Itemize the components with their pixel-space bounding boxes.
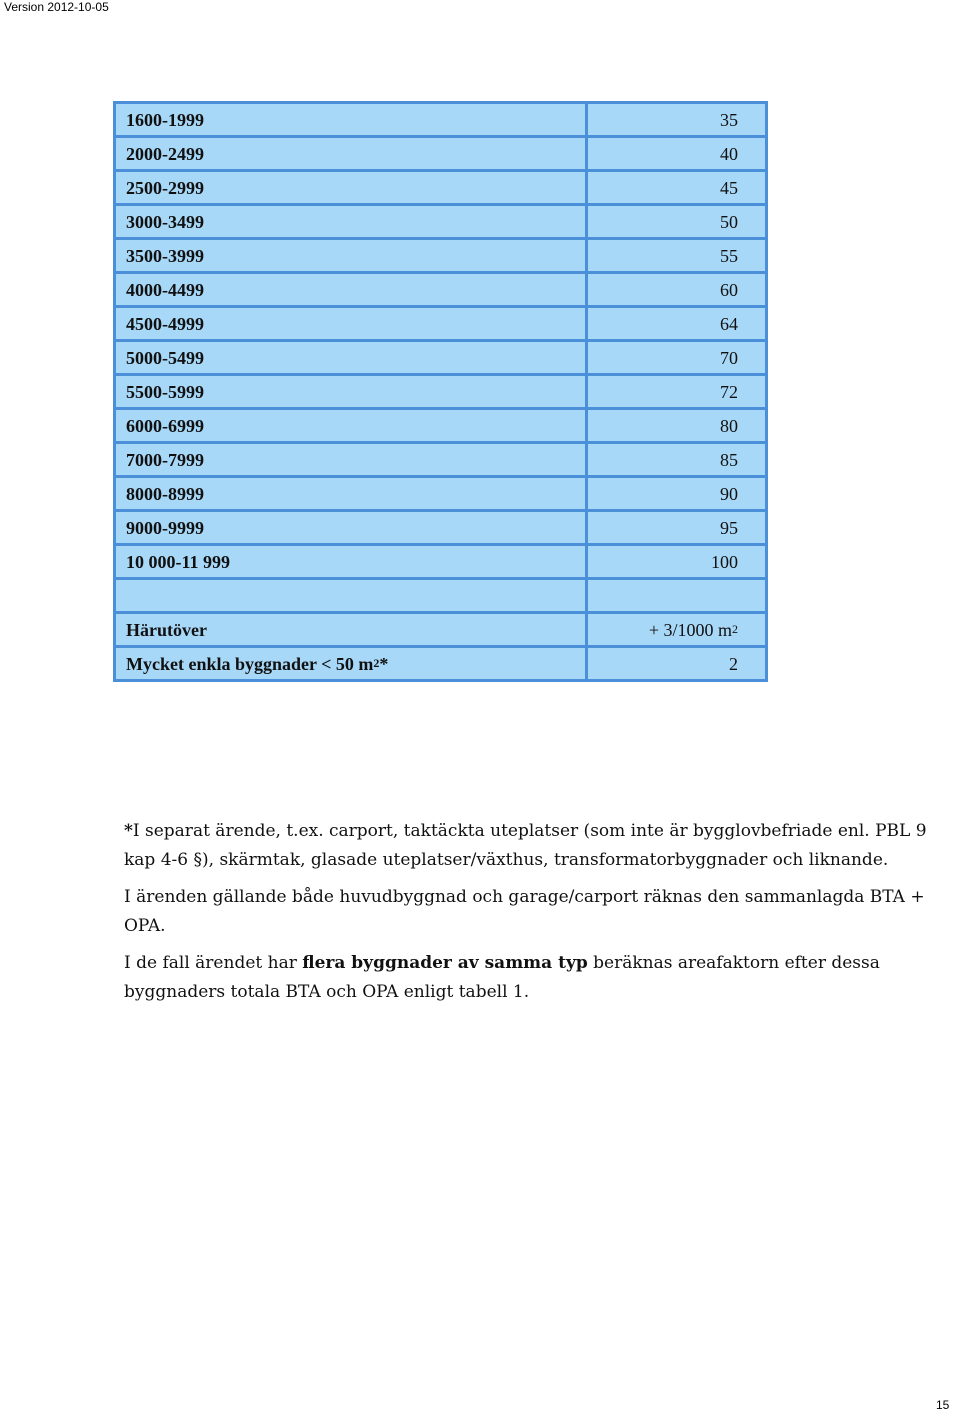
area-range-cell: 7000-7999 <box>115 443 587 477</box>
area-factor-cell: 45 <box>587 171 767 205</box>
area-factor-cell: 55 <box>587 239 767 273</box>
area-range-cell: 5500-5999 <box>115 375 587 409</box>
table-row <box>115 103 767 137</box>
empty-row <box>115 579 767 613</box>
area-factor-cell: 72 <box>587 375 767 409</box>
version-label: Version 2012-10-05 <box>4 0 109 14</box>
note-main-building: I ärenden gällande både huvudbyggnad och garage/carport räknas den sammanlagda BTA + OPA. <box>124 887 925 936</box>
table-row <box>115 171 767 205</box>
area-range-cell: 6000-6999 <box>115 409 587 443</box>
note-multiple-bold: flera byggnader av samma typ <box>302 953 588 973</box>
area-range-cell: 4000-4499 <box>115 273 587 307</box>
area-range-cell: 2500-2999 <box>115 171 587 205</box>
simple-buildings-label-cell <box>115 647 587 681</box>
table-row <box>115 205 767 239</box>
table-row <box>115 375 767 409</box>
area-range-cell: 4500-4999 <box>115 307 587 341</box>
table-row <box>115 307 767 341</box>
area-range-cell: 8000-8999 <box>115 477 587 511</box>
note-separate-matter <box>124 817 960 875</box>
asterisk: * <box>124 821 133 841</box>
area-range-cell: 2000-2499 <box>115 137 587 171</box>
harutover-row <box>115 613 767 647</box>
area-factor-cell: 80 <box>587 409 767 443</box>
area-factor-cell: 100 <box>587 545 767 579</box>
table-row <box>115 137 767 171</box>
area-factor-table <box>113 101 768 682</box>
area-factor-cell: 60 <box>587 273 767 307</box>
table-row <box>115 511 767 545</box>
area-range-cell: 3000-3499 <box>115 205 587 239</box>
area-range-cell: 1600-1999 <box>115 103 587 137</box>
area-factor-cell: 95 <box>587 511 767 545</box>
area-range-cell: 3500-3999 <box>115 239 587 273</box>
simple-buildings-label: Mycket enkla byggnader < 50 m <box>126 653 374 674</box>
harutover-label: Härutöver <box>115 613 587 647</box>
simple-buildings-exponent: 2 <box>373 655 380 670</box>
area-factor-cell: 64 <box>587 307 767 341</box>
simple-buildings-asterisk: * <box>379 653 389 674</box>
area-factor-cell: 85 <box>587 443 767 477</box>
table-row <box>115 341 767 375</box>
table-row <box>115 443 767 477</box>
area-factor-cell: 35 <box>587 103 767 137</box>
table-row <box>115 545 767 579</box>
simple-buildings-factor: 2 <box>587 647 767 681</box>
area-range-cell: 5000-5499 <box>115 341 587 375</box>
area-factor-cell: 90 <box>587 477 767 511</box>
note-multiple-buildings <box>124 949 960 1007</box>
table-row <box>115 409 767 443</box>
harutover-factor: + 3/1000 m <box>648 619 732 640</box>
area-factor-cell: 50 <box>587 205 767 239</box>
notes <box>124 817 960 1015</box>
empty-cell <box>587 579 767 613</box>
table-row <box>115 477 767 511</box>
note-multiple-pre: I de fall ärendet har <box>124 953 303 973</box>
area-factor-cell: 40 <box>587 137 767 171</box>
empty-cell <box>115 579 587 613</box>
note-separate-matter-text: I separat ärende, t.ex. carport, taktäckta uteplatser (som inte är bygglovbefriade enl. PBL 9 kap 4-6 §), skärmtak, glasade uteplatser/växthus, transformatorbyggnader och liknande. <box>124 821 927 870</box>
area-range-cell: 10 000-11 999 <box>115 545 587 579</box>
table-row <box>115 239 767 273</box>
simple-buildings-row <box>115 647 767 681</box>
table-row <box>115 273 767 307</box>
page-number: 15 <box>936 1398 950 1412</box>
harutover-factor-exponent: 2 <box>732 621 738 636</box>
area-range-cell: 9000-9999 <box>115 511 587 545</box>
note-multiple-post: beräknas areafaktorn efter dessa byggnaders totala BTA och OPA enligt tabell 1. <box>124 953 880 1002</box>
table-body <box>115 103 767 681</box>
harutover-factor-cell <box>587 613 767 647</box>
area-factor-cell: 70 <box>587 341 767 375</box>
